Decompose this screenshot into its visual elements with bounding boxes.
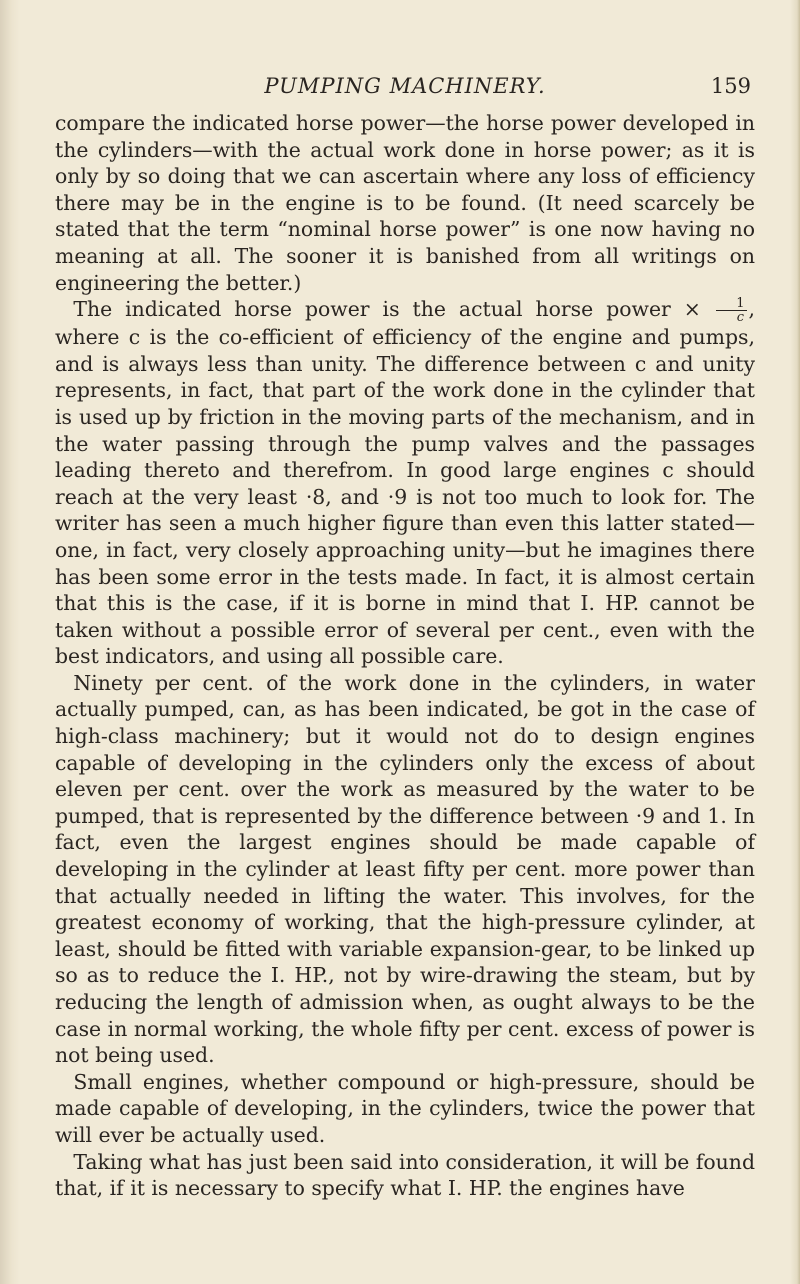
page-number: 159 — [710, 74, 751, 98]
running-head — [55, 70, 755, 104]
paragraph-3: Ninety per cent. of the work done in the cylinders, in water actually pumped, can, as has been indicated, be got in the case of high-class machinery; but it would not do to design engines capable of developing in the cylinders only the excess of about eleven per cent. over the work as measured by the water to be pumped, that is represented by the difference between ·9 and 1. In fact, even the largest engines should be made capable of developing in the cylinder at least fifty per cent. more power than that actually needed in lifting the water. This involves, for the greatest economy of working, that the high-pressure cylinder, at least, should be fitted with variable expansion-gear, to be linked up so as to reduce the I. HP., not by wire-drawing the steam, but by reducing the length of admission when, as ought always to be the case in normal working, the whole fifty per cent. excess of power is not being used. — [55, 670, 755, 1068]
paragraph-2-end: , where c is the co-efficient of efficiency of the engine and pumps, and is always less than unity. The difference between c and unity represents, in fact, that part of the work done in the cylinder that is used up by friction in the moving parts of the mechanism, and in the water passing through the pump valves and the passages leading thereto and therefrom. In good large engines c should reach at the very least ·8, and ·9 is not too much to look for. The writer has seen a much higher figure than even this latter stated—one, in fact, very closely approaching unity—but he imagines there has been some error in the tests made. In fact, it is almost certain that this is the case, if it is borne in mind that I. HP. cannot be taken without a possible error of several per cent., even with the best indicators, and using all possible care. — [55, 297, 755, 669]
book-page — [55, 70, 755, 1202]
paragraph-2-start: The indicated horse power is the actual horse power × — [73, 297, 701, 322]
fraction-denominator: c — [736, 310, 745, 326]
body-text — [55, 110, 755, 1202]
fraction-one-over-c — [716, 297, 747, 324]
paragraph-5: Taking what has just been said into consideration, it will be found that, if it is necessary to specify what I. HP. the engines have — [55, 1149, 755, 1201]
page-edge-shadow — [790, 0, 800, 1284]
paragraph-4: Small engines, whether compound or high-pressure, should be made capable of developing, in the cylinders, twice the power that will ever be actually used. — [55, 1069, 755, 1147]
paragraph-1: compare the indicated horse power—the horse power developed in the cylinders—with the actual work done in horse power; as it is only by so doing that we can ascertain where any loss of efficiency there may be in the engine is to be found. (It need scarcely be stated that the term “nominal horse power” is one now having no meaning at all. The sooner it is banished from all writings on engineering the better.) — [55, 111, 755, 295]
paragraph-2 — [55, 296, 755, 670]
fraction-numerator: 1 — [716, 297, 747, 311]
running-head-title: PUMPING MACHINERY. — [264, 74, 546, 98]
page-gutter-shadow — [0, 0, 20, 1284]
